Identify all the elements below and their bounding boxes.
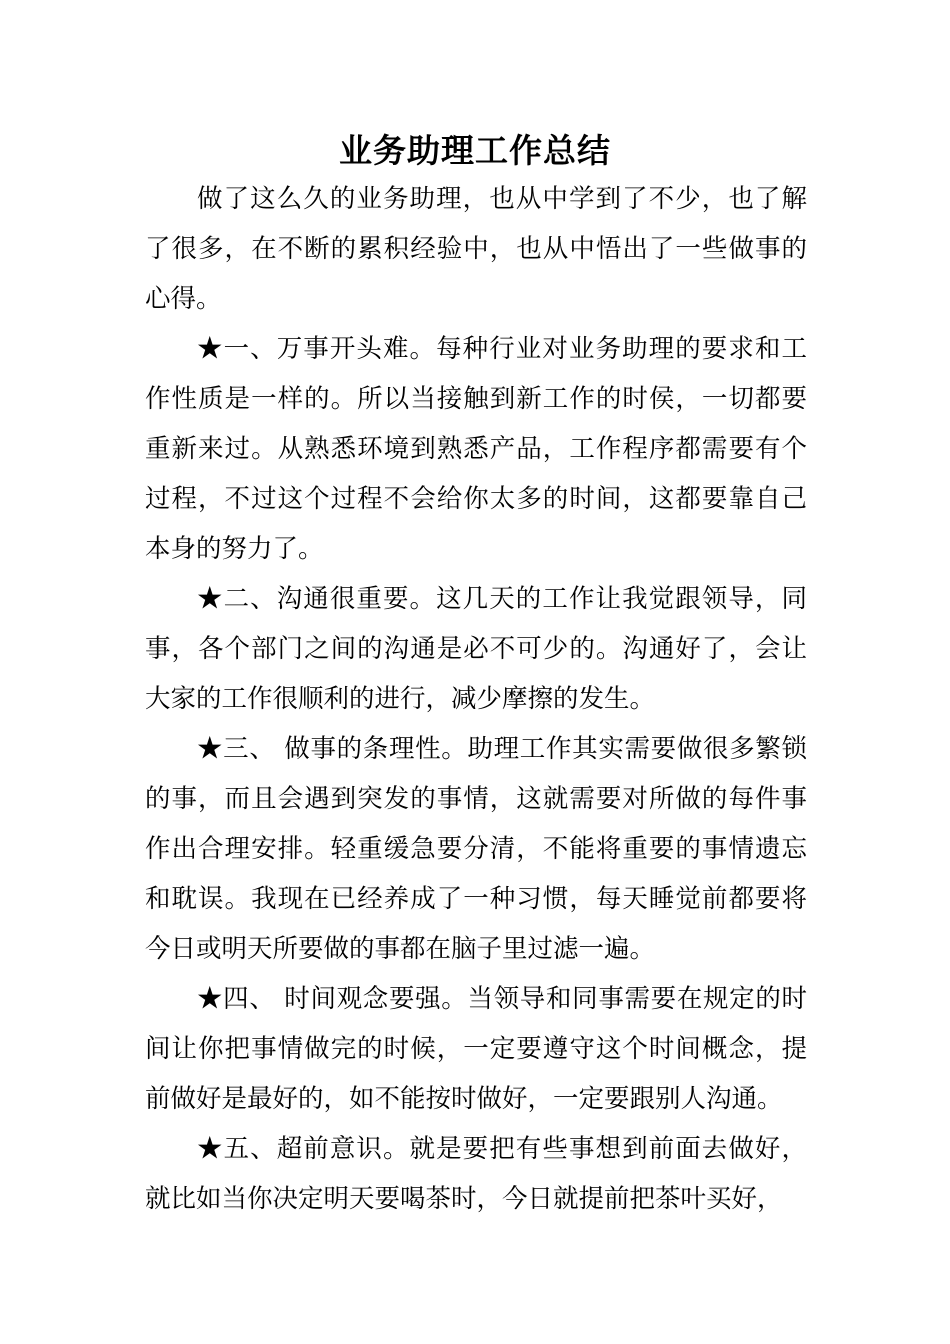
document-body xyxy=(145,174,807,1224)
paragraph-point-3: ★三、 做事的条理性。助理工作其实需要做很多繁锁的事，而且会遇到突发的事情，这就需要对所做的每件事作出合理安排。轻重缓急要分清，不能将重要的事情遗忘和耽误。我现在已经养成了一种习惯，每天睡觉前都要将今日或明天所要做的事都在脑子里过滤一遍。 xyxy=(145,734,807,964)
paragraph-point-2: ★二、沟通很重要。这几天的工作让我觉跟领导，同事，各个部门之间的沟通是必不可少的。沟通好了，会让大家的工作很顺利的进行，减少摩擦的发生。 xyxy=(145,584,807,714)
paragraph-intro: 做了这么久的业务助理，也从中学到了不少，也了解了很多，在不断的累积经验中，也从中悟出了一些做事的心得。 xyxy=(145,184,807,314)
paragraph-point-4: ★四、 时间观念要强。当领导和同事需要在规定的时间让你把事情做完的时候，一定要遵守这个时间概念，提前做好是最好的，如不能按时做好，一定要跟别人沟通。 xyxy=(145,984,807,1114)
paragraph-point-1: ★一、万事开头难。每种行业对业务助理的要求和工作性质是一样的。所以当接触到新工作的时侯，一切都要重新来过。从熟悉环境到熟悉产品，工作程序都需要有个过程，不过这个过程不会给你太多的时间，这都要靠自己本身的努力了。 xyxy=(145,334,807,564)
document-title: 业务助理工作总结 xyxy=(339,131,611,170)
paragraph-point-5: ★五、超前意识。就是要把有些事想到前面去做好，就比如当你决定明天要喝茶时，今日就提前把茶叶买好， xyxy=(145,1134,807,1214)
